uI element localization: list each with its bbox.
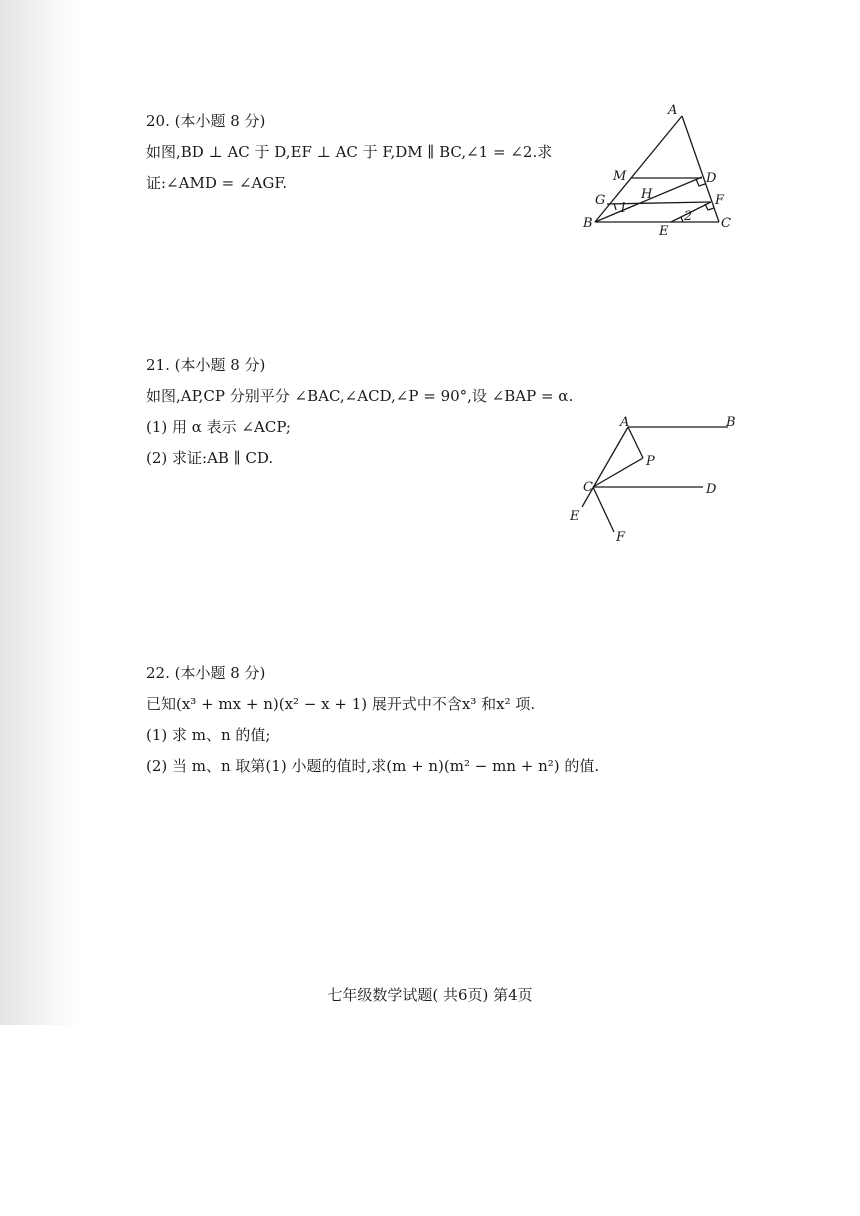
problem-21 [146, 350, 573, 474]
fig20-label-1: 1 [619, 201, 628, 216]
fig20-label-F: F [715, 193, 725, 208]
problem-22-line-1: 已知(x³ + mx + n)(x² − x + 1) 展开式中不含x³ 和x² 项. [146, 695, 536, 713]
fig21-label-C: C [583, 480, 593, 495]
problem-21-line-1: 如图,AP,CP 分别平分 ∠BAC,∠ACD,∠P = 90°,设 ∠BAP = α. [146, 387, 574, 405]
problem-20-header: 20. (本小题 8 分) [146, 112, 266, 130]
fig20-label-A: A [668, 103, 678, 118]
page-footer: 七年级数学试题( 共6页) 第4页 [327, 986, 533, 1004]
fig21-label-A: A [620, 415, 630, 430]
fig20-label-B: B [583, 216, 593, 231]
fig21-label-F: F [616, 530, 626, 545]
problem-21-header: 21. (本小题 8 分) [146, 356, 266, 374]
fig21-label-E: E [570, 509, 580, 524]
problem-21-line-3: (2) 求证:AB ∥ CD. [146, 449, 274, 467]
fig21-label-B: B [726, 415, 736, 430]
figure-21 [560, 410, 750, 550]
fig20-label-C: C [721, 216, 731, 231]
problem-22-header: 22. (本小题 8 分) [146, 664, 266, 682]
problem-22-line-2: (1) 求 m、n 的值; [146, 726, 271, 744]
fig20-label-2: 2 [684, 209, 693, 224]
fig21-label-P: P [646, 454, 655, 469]
problem-20-line-1: 如图,BD ⊥ AC 于 D,EF ⊥ AC 于 F,DM ∥ BC,∠1 = ∠2.求 [146, 143, 553, 161]
scan-shadow [0, 0, 86, 1025]
fig20-label-H: H [641, 187, 653, 202]
problem-22-line-3: (2) 当 m、n 取第(1) 小题的值时,求(m + n)(m² − mn + n²) 的值. [146, 757, 600, 775]
problem-21-line-2: (1) 用 α 表示 ∠ACP; [146, 418, 291, 436]
problem-22 [146, 658, 599, 782]
fig20-label-G: G [595, 193, 606, 208]
fig21-label-D: D [706, 482, 717, 497]
fig20-label-M: M [613, 169, 627, 184]
figure-20 [575, 100, 745, 240]
problem-20-line-2: 证:∠AMD = ∠AGF. [146, 174, 288, 192]
fig20-label-E: E [659, 224, 669, 239]
fig20-label-D: D [706, 171, 717, 186]
problem-20 [146, 106, 552, 199]
